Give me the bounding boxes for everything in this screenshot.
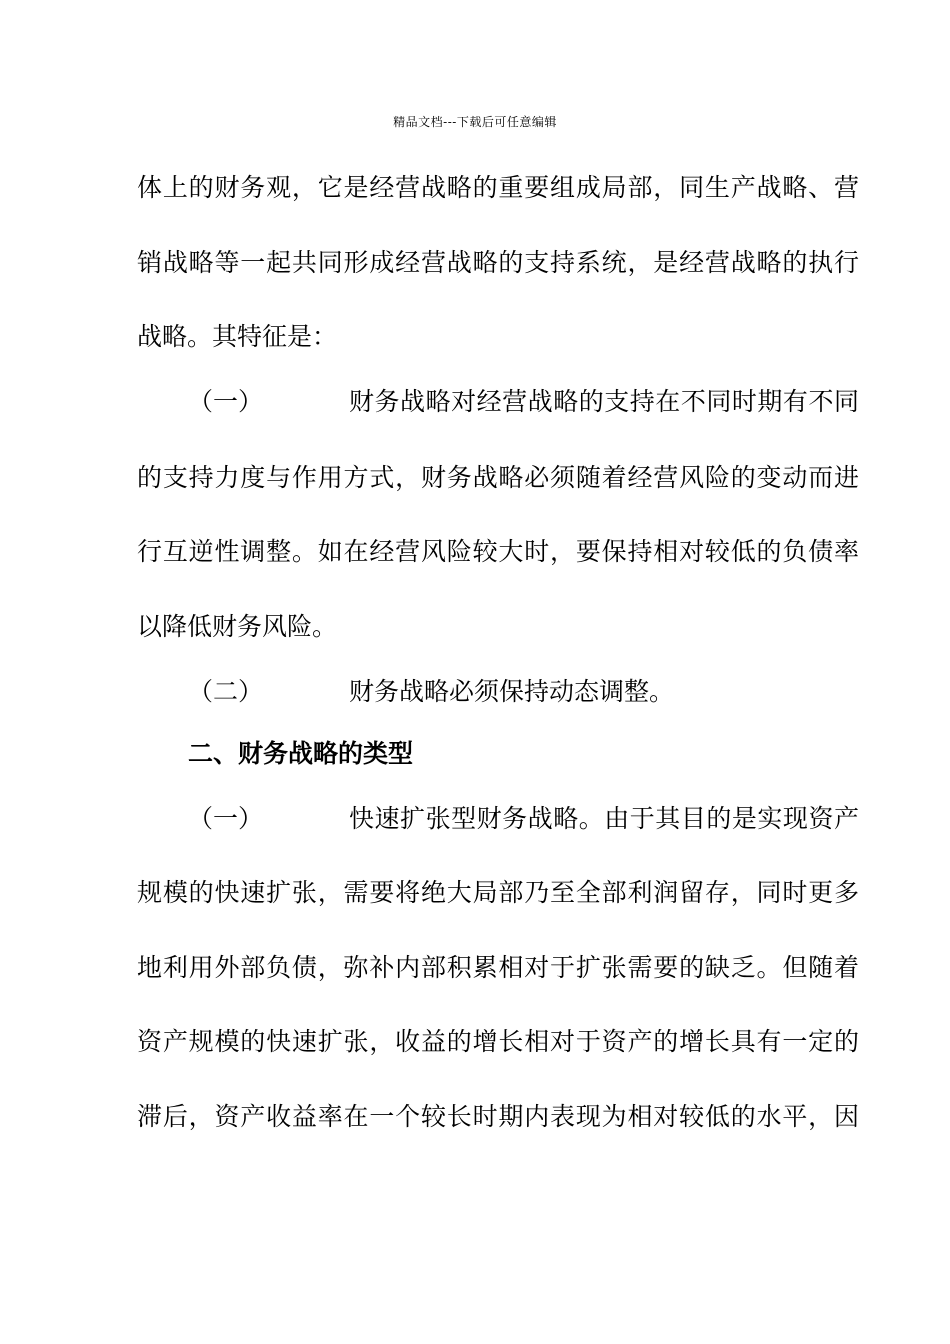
body-line: 战略。其特征是： <box>137 322 338 351</box>
body-line: 地利用外部负债，弥补内部积累相对于扩张需要的缺乏。但随着 <box>137 953 859 982</box>
list-item-text: 财务战略对经营战略的支持在不同时期有不同 <box>349 387 859 416</box>
body-line: 销战略等一起共同形成经营战略的支持系统，是经营战略的执行 <box>137 248 859 277</box>
body-line: 以降低财务风险。 <box>137 612 338 641</box>
list-item-text: 财务战略必须保持动态调整。 <box>349 677 675 706</box>
page-header: 精品文档---下载后可任意编辑 <box>393 115 557 129</box>
list-item-text: 快速扩张型财务战略。由于其目的是实现资产 <box>349 804 859 833</box>
section-heading: 二、财务战略的类型 <box>188 739 414 768</box>
body-line: 资产规模的快速扩张，收益的增长相对于资产的增长具有一定的 <box>137 1027 859 1056</box>
body-line: 体上的财务观，它是经营战略的重要组成局部，同生产战略、营 <box>137 173 859 202</box>
list-marker: （二） <box>188 677 264 706</box>
body-line: 行互逆性调整。如在经营风险较大时，要保持相对较低的负债率 <box>137 537 859 566</box>
list-marker: （一） <box>188 804 264 833</box>
body-line: 的支持力度与作用方式，财务战略必须随着经营风险的变动而进 <box>137 463 859 492</box>
body-line: 滞后，资产收益率在一个较长时期内表现为相对较低的水平，因 <box>137 1102 859 1131</box>
body-line: 规模的快速扩张，需要将绝大局部乃至全部利润留存，同时更多 <box>137 878 859 907</box>
list-marker: （一） <box>188 387 264 416</box>
